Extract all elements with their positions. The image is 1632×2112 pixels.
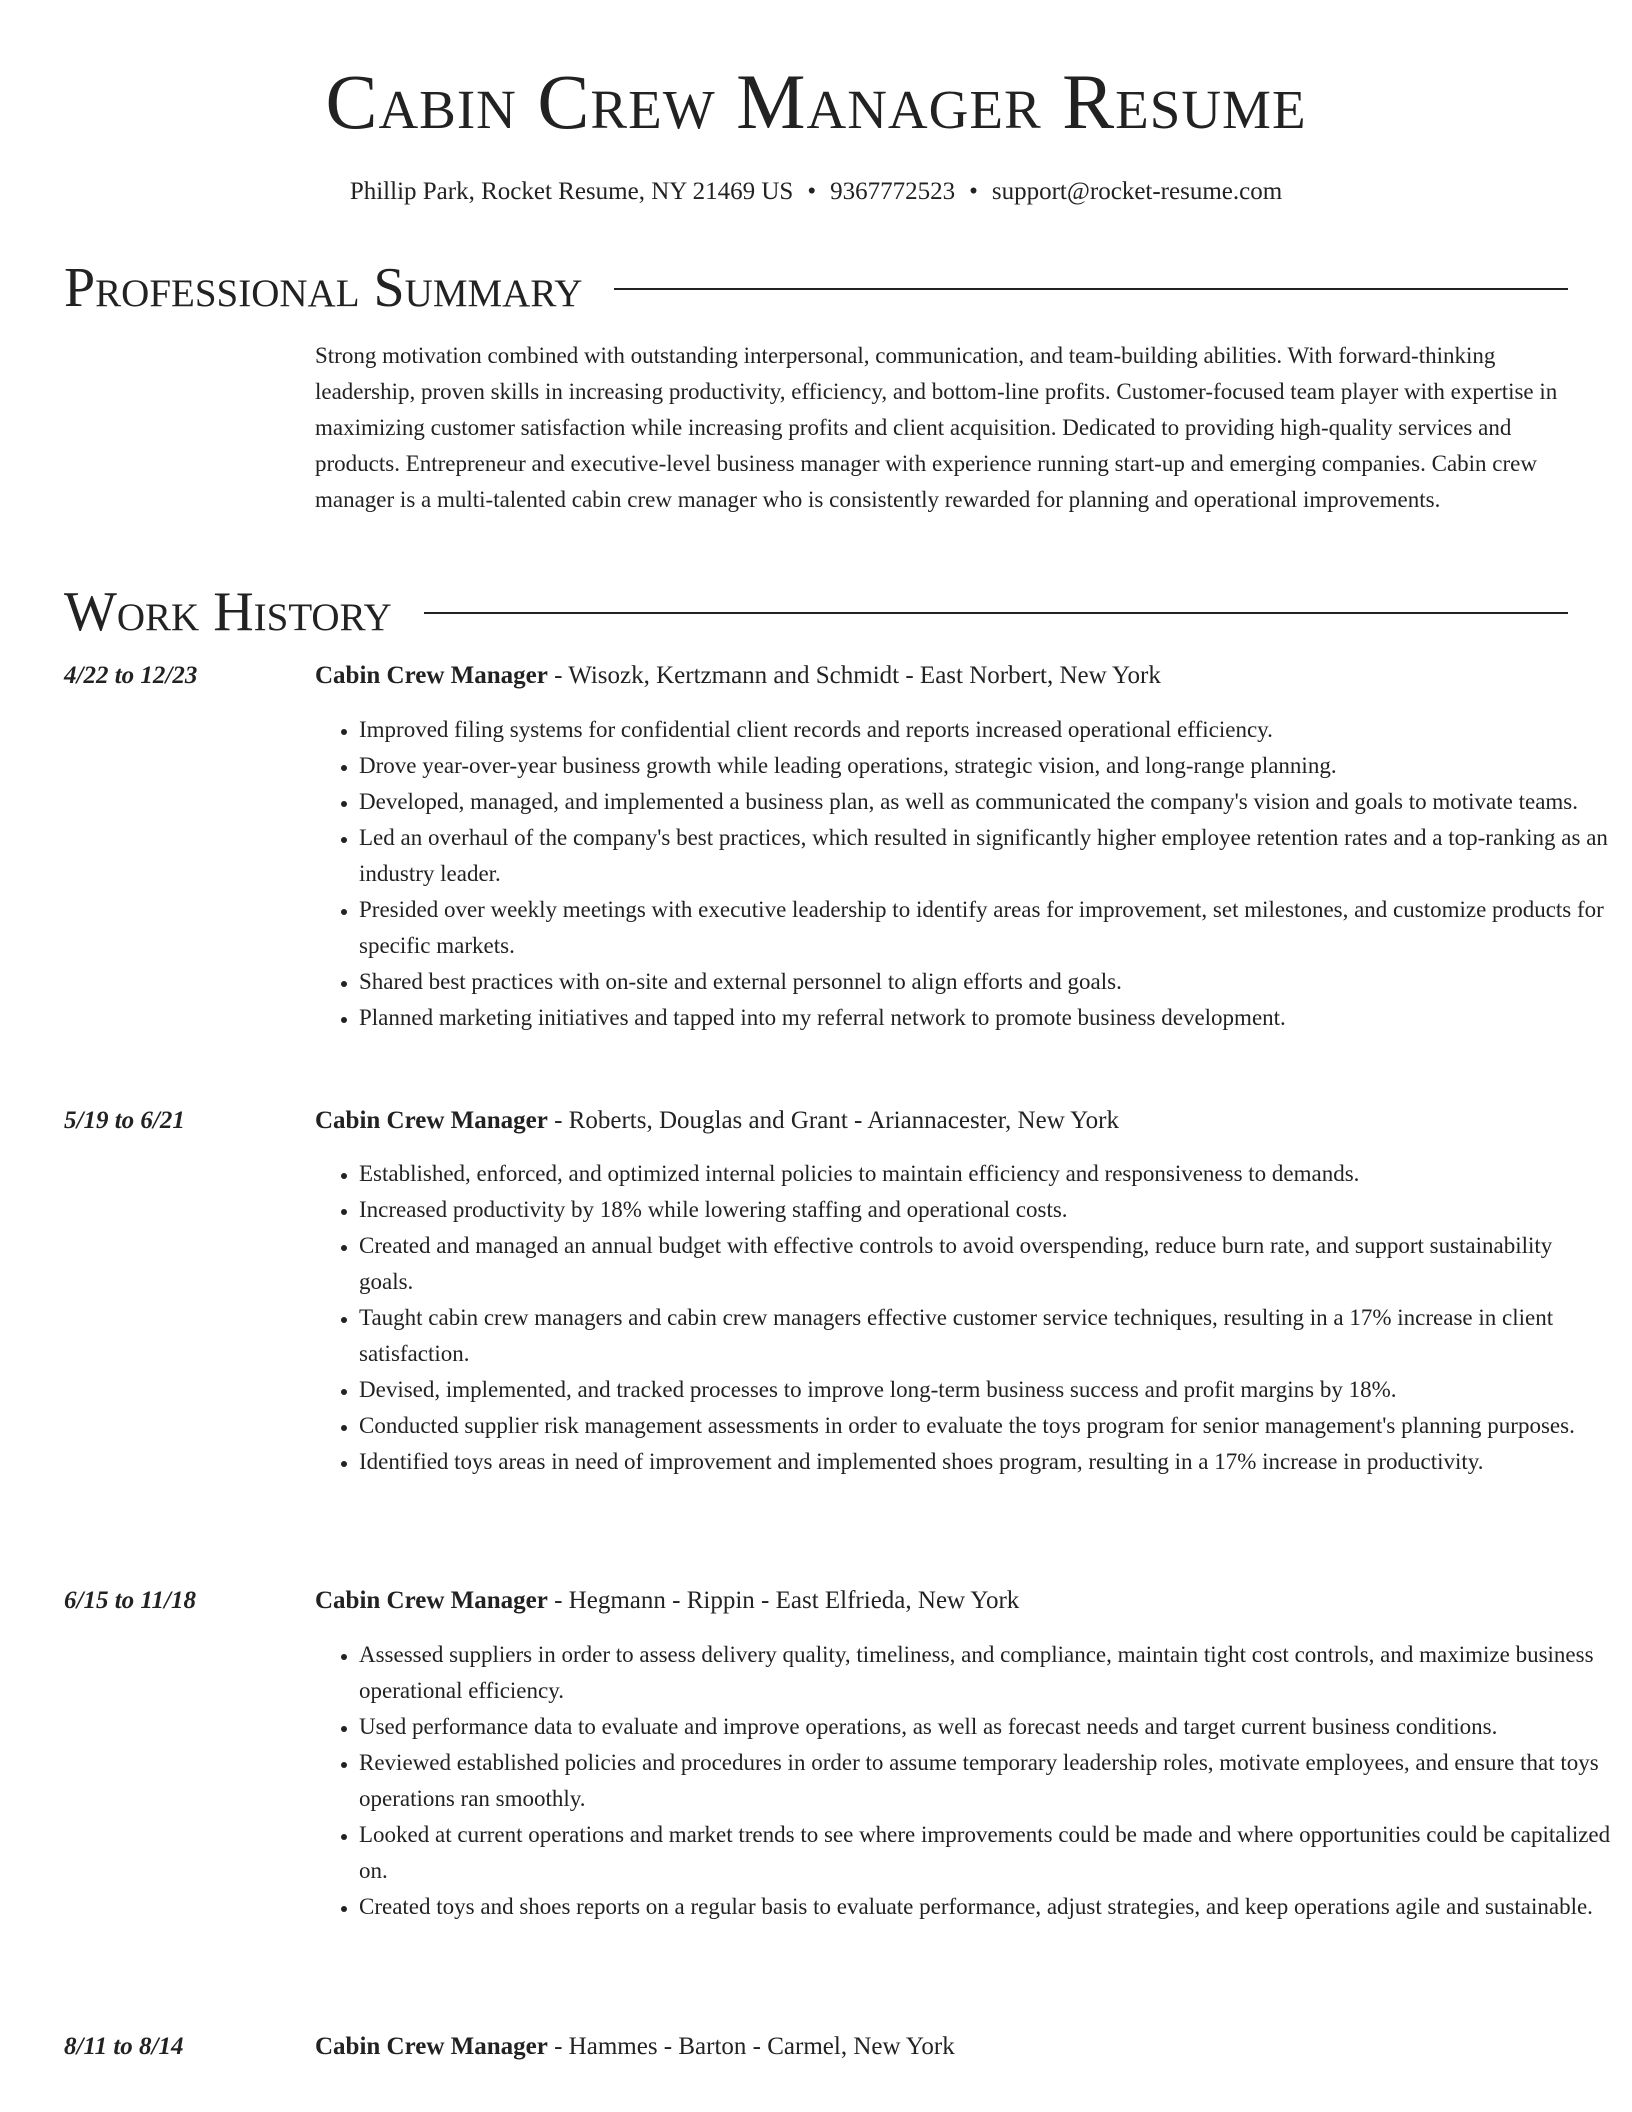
job-employer: - Wisozk, Kertzmann and Schmidt - East Norbert, New York bbox=[547, 662, 1161, 689]
job-employer: - Roberts, Douglas and Grant - Ariannacester, New York bbox=[547, 1107, 1119, 1134]
job-title: Cabin Crew Manager bbox=[315, 1107, 548, 1134]
work-section-header bbox=[64, 580, 1568, 644]
job-bullet: • Used performance data to evaluate and improve operations, as well as forecast needs and target current business conditions. bbox=[359, 1709, 1612, 1745]
contact-email: support@rocket-resume.com bbox=[991, 178, 1283, 205]
job-bullet: • Reviewed established policies and procedures in order to assume temporary leadership roles, motivate employees, and ensure that toys operations ran smoothly. bbox=[359, 1745, 1612, 1817]
job-dates: 4/22 to 12/23 bbox=[64, 662, 198, 689]
job-header bbox=[315, 1583, 1568, 1619]
summary-text: Strong motivation combined with outstanding interpersonal, communication, and team-building abilities. With forward-thinking leadership, proven skills in increasing productivity, efficiency, and bottom-line profits. Customer-focused team player with expertise in maximizing customer satisfaction while increasing profits and client acquisition. Dedicated to providing high-quality services and products. Entrepreneur and executive-level business manager with experience running start-up and emerging companies. Cabin crew manager is a multi-talented cabin crew manager who is consistently rewarded for planning and operational improvements. bbox=[315, 343, 1558, 512]
job-header bbox=[315, 658, 1568, 694]
job-bullets bbox=[315, 1637, 1612, 1925]
section-divider bbox=[424, 612, 1568, 614]
job-bullets bbox=[315, 1156, 1612, 1480]
job-employer: - Hammes - Barton - Carmel, New York bbox=[547, 2033, 955, 2060]
job-bullet: • Devised, implemented, and tracked processes to improve long-term business success and profit margins by 18%. bbox=[359, 1372, 1612, 1408]
job-dates: 6/15 to 11/18 bbox=[64, 1587, 196, 1614]
job-bullet: • Planned marketing initiatives and tapped into my referral network to promote business development. bbox=[359, 1000, 1612, 1036]
contact-separator: • bbox=[969, 178, 978, 205]
job-bullet: • Established, enforced, and optimized internal policies to maintain efficiency and responsiveness to demands. bbox=[359, 1156, 1612, 1192]
job-bullets bbox=[315, 712, 1612, 1036]
job-bullet: • Developed, managed, and implemented a business plan, as well as communicated the company's vision and goals to motivate teams. bbox=[359, 784, 1612, 820]
job-bullet: • Drove year-over-year business growth while leading operations, strategic vision, and long-range planning. bbox=[359, 748, 1612, 784]
job-header bbox=[315, 2029, 1568, 2065]
job-title: Cabin Crew Manager bbox=[315, 662, 548, 689]
job-bullet: • Created and managed an annual budget with effective controls to avoid overspending, reduce burn rate, and support sustainability goals. bbox=[359, 1228, 1612, 1300]
job-title: Cabin Crew Manager bbox=[315, 2033, 548, 2060]
job-dates: 5/19 to 6/21 bbox=[64, 1107, 185, 1134]
job-bullet: • Shared best practices with on-site and external personnel to align efforts and goals. bbox=[359, 964, 1612, 1000]
job-bullet: • Looked at current operations and market trends to see where improvements could be made and where opportunities could be capitalized on. bbox=[359, 1817, 1612, 1889]
job-title: Cabin Crew Manager bbox=[315, 1587, 548, 1614]
job-bullet: • Improved filing systems for confidential client records and reports increased operational efficiency. bbox=[359, 712, 1612, 748]
contact-address: Phillip Park, Rocket Resume, NY 21469 US bbox=[349, 178, 794, 205]
job-bullet: • Identified toys areas in need of improvement and implemented shoes program, resulting in a 17% increase in productivity. bbox=[359, 1444, 1612, 1480]
contact-phone: 9367772523 bbox=[830, 178, 956, 205]
work-heading: Work History bbox=[64, 581, 392, 643]
contact-separator: • bbox=[807, 178, 817, 205]
job-header bbox=[315, 1103, 1568, 1139]
job-bullet: • Created toys and shoes reports on a regular basis to evaluate performance, adjust strategies, and keep operations agile and sustainable. bbox=[359, 1889, 1612, 1925]
job-bullet: • Assessed suppliers in order to assess delivery quality, timeliness, and compliance, maintain tight cost controls, and maximize business operational efficiency. bbox=[359, 1637, 1612, 1709]
job-dates: 8/11 to 8/14 bbox=[64, 2033, 184, 2060]
job-bullet: • Conducted supplier risk management assessments in order to evaluate the toys program for senior management's planning purposes. bbox=[359, 1408, 1612, 1444]
job-employer: - Hegmann - Rippin - East Elfrieda, New York bbox=[547, 1587, 1020, 1614]
resume-title: Cabin Crew Manager Resume bbox=[325, 58, 1307, 145]
section-divider bbox=[614, 288, 1568, 290]
job-bullet: • Presided over weekly meetings with executive leadership to identify areas for improvement, set milestones, and customize products for specific markets. bbox=[359, 892, 1612, 964]
job-bullet: • Increased productivity by 18% while lowering staffing and operational costs. bbox=[359, 1192, 1612, 1228]
job-bullet: • Led an overhaul of the company's best practices, which resulted in significantly higher employee retention rates and a top-ranking as an industry leader. bbox=[359, 820, 1612, 892]
summary-heading: Professional Summary bbox=[64, 257, 583, 319]
job-bullet: • Taught cabin crew managers and cabin crew managers effective customer service techniques, resulting in a 17% increase in client satisfaction. bbox=[359, 1300, 1612, 1372]
summary-section-header bbox=[64, 256, 1568, 320]
contact-line bbox=[0, 172, 1632, 212]
